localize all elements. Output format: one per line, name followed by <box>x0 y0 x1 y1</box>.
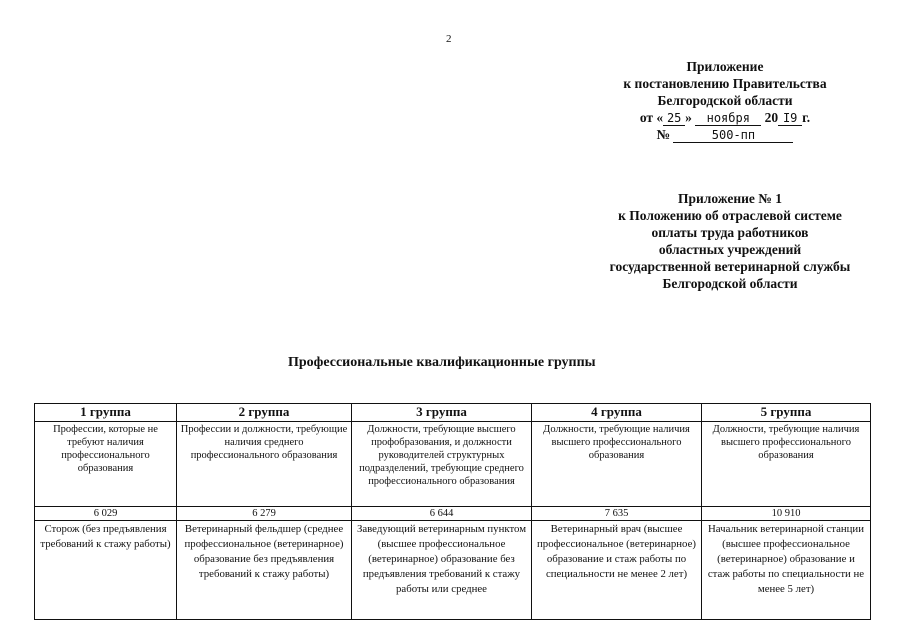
date-prefix: от « <box>639 110 664 125</box>
group-position: Начальник ветеринарной станции (высшее профессиональное (ветеринарное) образование и стаж работы по специальности не менее 5 лет) <box>702 521 871 620</box>
appendix-header <box>575 58 875 143</box>
column-header: 1 группа <box>35 404 177 422</box>
column-header: 3 группа <box>352 404 532 422</box>
number-prefix: № <box>656 127 671 142</box>
group-description: Должности, требующие наличия высшего профессионального образования <box>702 422 871 507</box>
salary-row <box>35 507 871 521</box>
date-day: 25 <box>663 111 685 126</box>
appendix-1-header <box>580 190 880 292</box>
group-position: Заведующий ветеринарным пунктом (высшее профессиональное (ветеринарное) образование без предъявления требований к стажу работы или среднее <box>352 521 532 620</box>
qualification-groups-table <box>34 403 871 620</box>
appendix-1-line: Белгородской области <box>662 276 798 291</box>
appendix-1-line: к Положению об отраслевой системе <box>618 208 842 223</box>
group-salary: 6 029 <box>35 507 177 521</box>
appendix-number <box>575 126 875 143</box>
date-year-suffix: I9 <box>778 111 802 126</box>
positions-row <box>35 521 871 620</box>
date-mid: » <box>685 110 692 125</box>
appendix-line-2: Белгородской области <box>657 93 793 108</box>
description-row <box>35 422 871 507</box>
appendix-1-line: государственной ветеринарной службы <box>609 259 851 274</box>
group-salary: 6 644 <box>352 507 532 521</box>
date-month: ноября <box>695 111 761 126</box>
group-description: Профессии и должности, требующие наличия среднего профессионального образования <box>177 422 352 507</box>
group-description: Профессии, которые не требуют наличия профессионального образования <box>35 422 177 507</box>
group-position: Сторож (без предъявления требований к стажу работы) <box>35 521 177 620</box>
group-position: Ветеринарный врач (высшее профессиональное (ветеринарное) образование и стаж работы по специальности не менее 2 лет) <box>532 521 702 620</box>
appendix-1-line: областных учреждений <box>658 242 802 257</box>
appendix-line-1: к постановлению Правительства <box>623 76 827 91</box>
appendix-date <box>575 109 875 126</box>
column-header: 4 группа <box>532 404 702 422</box>
table-header-row <box>35 404 871 422</box>
group-description: Должности, требующие высшего профобразования, и должности руководителей структурных подразделений, требующие среднего профессионального образования <box>352 422 532 507</box>
column-header: 5 группа <box>702 404 871 422</box>
page-number: 2 <box>446 33 452 45</box>
date-year-prefix: 20 <box>764 110 779 125</box>
appendix-1-line: оплаты труда работников <box>651 225 809 240</box>
group-description: Должности, требующие наличия высшего профессионального образования <box>532 422 702 507</box>
appendix-title: Приложение <box>686 59 764 74</box>
group-salary: 10 910 <box>702 507 871 521</box>
appendix-1-title: Приложение № 1 <box>678 191 782 206</box>
number-value: 500-пп <box>673 128 793 143</box>
table-title: Профессиональные квалификационные группы <box>288 355 596 370</box>
group-position: Ветеринарный фельдшер (среднее профессиональное (ветеринарное) образование без предъявления требований к стажу работы) <box>177 521 352 620</box>
group-salary: 6 279 <box>177 507 352 521</box>
date-suffix: г. <box>802 110 811 125</box>
column-header: 2 группа <box>177 404 352 422</box>
group-salary: 7 635 <box>532 507 702 521</box>
